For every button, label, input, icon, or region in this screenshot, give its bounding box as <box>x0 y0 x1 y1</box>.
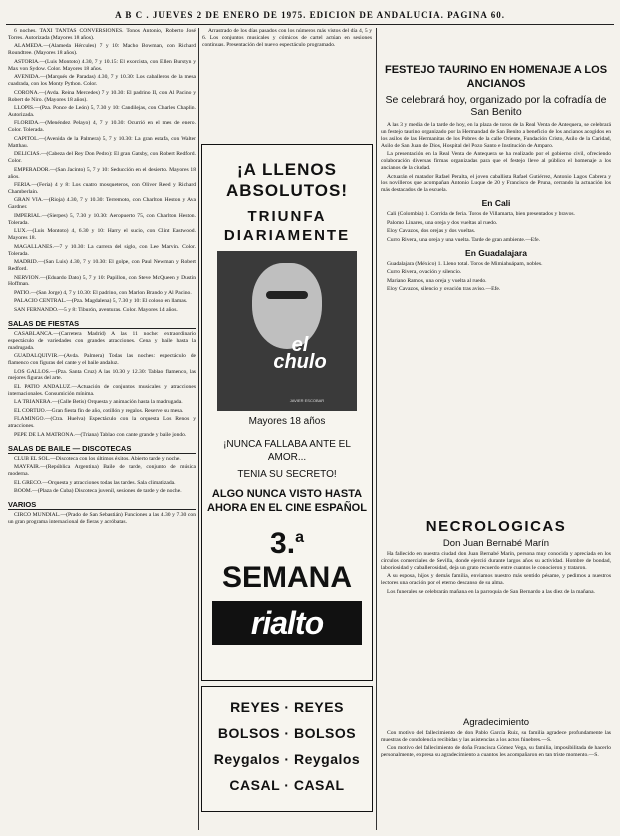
listing-entry: PATIO.—(San Jorge) 4, 7 y 10.30: El padrino, con Marlon Brando y Al Pacino. <box>14 289 192 296</box>
listing-entry: EL GRECO.—Orquesta y atracciones todas las tardes. Sala climatizada. <box>14 479 176 486</box>
ad-tagline-2: AMOR... <box>267 452 307 463</box>
listing-entry: LA TRIANERA.—(Calle Betis) Orquesta y animación hasta la madrugada. <box>14 399 183 406</box>
listing-entry: CAPITOL.—(Avenida de la Palmera) 5, 7 y 10.30: La gran estafa, con Walter Matthau. <box>8 135 196 149</box>
ad-week-word: SEMANA <box>221 561 352 594</box>
poster-title: el chulo <box>273 334 327 373</box>
varios-listings <box>8 512 196 526</box>
section-varios: VARIOS <box>8 500 196 510</box>
article-paragraph: Actuarán el matador Rafael Peralta, el joven caballista Rafael Gutiérrez, Antonio Lagos Cabrera y los novilleros que acompañan Antonio Luque de 20 y Francisco de Pruna, cerrando la actuación los más destacados de la escuela. <box>381 173 611 194</box>
article-paragraph: Con motivo del fallecimiento de doña Francisca Gómez Vega, su familia, imposibilitada de hacerlo personalmente, expresa su agradecimiento a cuantos les acompañaron en tan triste momento.—S. <box>381 745 611 759</box>
article-paragraph: Mariano Ramos, una oreja y vuelta al ruedo. <box>387 277 487 284</box>
page-header: A B C . JUEVES 2 DE ENERO DE 1975. EDICION DE ANDALUCIA. PAGINA 60. <box>115 10 505 20</box>
ad-rating: Mayores 18 años <box>248 416 326 427</box>
article-paragraph: Eloy Cavazos, dos orejas y dos vueltas. <box>387 228 476 235</box>
baile-listings <box>8 456 196 495</box>
article-paragraph: Cali (Colombia) 1. Corrida de feria. Toros de Villamarta, bien presentados y bravos. <box>387 211 575 218</box>
ad-line-2: ABSOLUTOS! <box>225 181 349 200</box>
listing-entry: BOOM.—(Plaza de Cuba) Discoteca juvenil, sesiones de tarde y de noche. <box>14 488 182 495</box>
bullfight-body <box>381 122 611 194</box>
listing-entry: DELICIAS.—(Cabeza del Rey Don Pedro): El gran Gatsby, con Robert Redford. Color. <box>8 151 196 165</box>
listing-entry: CIRCO MUNDIAL.—(Prado de San Sebastián) Funciones a las 4.30 y 7.30 con un gran programa internacional de fieras y acróbatas. <box>8 511 196 525</box>
listing-entry: ALAMEDA.—(Alameda Hércules) 7 y 10: Macho Bowman, con Richard Roundtree. (Mayores 18 años). <box>8 43 196 57</box>
listing-entry: LLOPIS.—(Pza. Ponce de León) 5, 7.30 y 10: Candilejas, con Charles Chaplin. Autorizada. <box>8 105 196 118</box>
listing-entry: CLUB EL SOL.—Discoteca con los últimos éxitos. Abierto tarde y noche. <box>14 455 181 462</box>
cinema-logo: rialto <box>212 601 362 645</box>
article-paragraph: Los funerales se celebrarán mañana en la parroquia de San Bernardo a las diez de la mañana. <box>387 588 595 595</box>
bullfight-article <box>381 122 611 516</box>
ad-week-number: 3. <box>270 527 296 560</box>
ad-line-4: DIARIAMENTE <box>223 227 351 244</box>
ad-week-ordinal: a <box>295 529 304 546</box>
poster-credits: JAVIER ESCOBAR <box>289 398 325 403</box>
listing-entry: EL CORTIJO.—Gran fiesta fin de año, cotillón y regalos. Reserve su mesa. <box>14 407 184 414</box>
article-paragraph: Curro Rivera, ovación y silencio. <box>387 269 462 276</box>
listing-entry: FLORIDA.—(Menéndez Pelayo) 4, 7 y 10.30: Ocurrió en el mes de enero. Color. Tolerada. <box>8 120 196 134</box>
listing-entry: FERIA.—(Feria) 4 y 8: Los cuatro mosqueteros, con Oliver Reed y Richard Chamberlain. <box>8 182 196 195</box>
listing-entry: GRAN VIA.—(Rioja) 4.30, 7 y 10.30: Terremoto, con Charlton Heston y Ava Gardner. <box>8 197 196 211</box>
shop-line-2: BOLSOS · BOLSOS <box>217 725 357 741</box>
listing-entry: PALACIO CENTRAL.—(Pza. Magdalena) 5, 7.30 y 10: El coloso en llamas. <box>14 298 188 305</box>
listing-entry: NERVION.—(Eduardo Dato) 5, 7 y 10: Papillon, con Steve McQueen y Dustin Hoffman. <box>8 274 196 288</box>
listing-entry: CORONA.—(Avda. Reina Mercedes) 7 y 10.30: El padrino II, con Al Pacino y Robert de Niro. (Mayores 18 años). <box>8 89 196 103</box>
listing-entry: LUX.—(Luis Montoto) 4, 6.30 y 10: Harry el sucio, con Clint Eastwood. Mayores 18. <box>8 228 196 242</box>
listing-entry: MAGALLANES.—7 y 10.30: La carrera del siglo, con Lee Marvin. Color. Tolerada. <box>8 243 196 257</box>
article-paragraph: Guadalajara (México) 1. Lleno total. Toros de Mimiahuápam, nobles. <box>387 260 543 267</box>
bullfight-headline: FESTEJO TAURINO EN HOMENAJE A LOS ANCIANOS <box>384 64 608 90</box>
listing-entry: 6 noches. TAXI TANTAS CONVERSIONES. Tonos Antonio, Roberto José Torres. Autorizada (Mayores 18 años). <box>8 28 196 41</box>
ad-tagline-4: ALGO NUNCA VISTO HASTA <box>211 488 363 500</box>
listing-entry: IMPERIAL.—(Sierpes) 5, 7.30 y 10.30: Aeropuerto 75, con Charlton Heston. Tolerada. <box>8 212 196 226</box>
shop-line-4: CASAL · CASAL <box>229 777 345 793</box>
guadalajara-body <box>381 261 611 293</box>
listing-entry: ASTORIA.—(Luis Montoto) 4.30, 7 y 10.15: El exorcista, con Ellen Burstyn y Max von Sydow. Color. Mayores 18 años. <box>8 58 196 72</box>
article-paragraph: Curro Rivera, una oreja y una vuelta. Tarde de gran ambiente.—Efe. <box>387 236 540 243</box>
section-salas-baile: SALAS DE BAILE — DISCOTECAS <box>8 444 196 454</box>
column-divider-left <box>198 28 199 830</box>
article-paragraph: Eloy Cavazos, silencio y ovación tras aviso.—Efe. <box>387 286 501 293</box>
listing-entry: MAYFAIR.—(República Argentina) Baile de tarde, conjunto de música moderna. <box>8 464 196 478</box>
cinema-listings <box>8 28 196 314</box>
necrologicas-article <box>381 551 611 715</box>
ad-tagline-5: AHORA EN EL CINE ESPAÑOL <box>207 502 367 514</box>
agradecimiento-title: Agradecimiento <box>462 717 529 728</box>
ad-tagline-1: ¡NUNCA FALLABA ANTE EL <box>223 439 351 450</box>
cinema-advertisement <box>201 144 373 681</box>
agradecimiento-article <box>381 730 611 830</box>
ad-line-1: ¡A LLENOS <box>237 160 337 179</box>
movie-poster <box>217 251 357 411</box>
article-paragraph: Con motivo del fallecimiento de don Pablo García Ruiz, su familia agradece profundamente las muestras de condolencia recibidas y las asistencias a los actos fúnebres.—S. <box>381 730 611 743</box>
listing-entry: GUADALQUIVIR.—(Avda. Palmera) Todas las noches: espectáculo de flamenco con figuras del cante y el baile andaluz. <box>8 353 196 367</box>
article-paragraph: Ha fallecido en nuestra ciudad don Juan Bernabé Marín, persona muy conocida y apreciada en los círculos comerciales de Sevilla, donde ejerció durante largos años su actividad. Hombre de bondad, laboriosidad y caballerosidad, deja un grato recuerdo entre cuantos le conocieron y trataron. <box>381 551 611 571</box>
listing-entry: AVENIDA.—(Marqués de Paradas) 4.30, 7 y 10.30: Los caballeros de la mesa cuadrada, con los Monty Python. Color. <box>8 74 196 88</box>
salas-listings <box>8 331 196 439</box>
section-salas-fiestas: SALAS DE FIESTAS <box>8 319 196 329</box>
necrologicas-body <box>381 551 611 596</box>
ad-line-3: TRIUNFA <box>247 208 327 225</box>
heading-guadalajara: En Guadalajara <box>465 247 527 258</box>
bullfight-subtitle: Se celebrará hoy, organizado por la cofradía de San Benito <box>385 94 607 118</box>
middle-top-text <box>202 28 372 136</box>
article-paragraph: A las 3 y media de la tarde de hoy, en la plaza de toros de la Real Venta de Antequera, se celebrará un festejo taurino organizado por la Hermandad de San Benito a beneficio de los ancianos acogidos en los asilos de las Hermanitas de los Pobres de la calle Oriente, Fundación Cristo, Asilo de la Caridad, Asilo de San Juan de Dios, Hospital del Pozo Santo e Institución de Amparo. <box>381 122 611 149</box>
listings-column <box>8 28 196 830</box>
shop-line-1: REYES · REYES <box>230 699 344 715</box>
listing-entry: PEPE DE LA MATRONA.—(Triana) Tablao con cante grande y baile jondo. <box>14 431 187 438</box>
article-paragraph: A su esposa, hijos y demás familia, enviamos nuestro más sentido pésame, y pedimos a nuestros lectores una oración por el eterno descanso de su alma. <box>381 573 611 587</box>
cali-body <box>381 211 611 243</box>
listing-entry: CASABLANCA.—(Carretera Madrid) A las 11 noche: extraordinario espectáculo de variedades con grandes atracciones. Cena y baile hasta la madrugada. <box>8 330 196 351</box>
listing-entry: FLAMINGO.—(Ctra. Huelva) Espectáculo con la orquesta Los Renos y atracciones. <box>8 416 196 430</box>
necrologicas-name: Don Juan Bernabé Marín <box>442 538 550 549</box>
column-divider-right <box>376 28 377 830</box>
middle-top-paragraph: Arrastrado de los días pasados con los números más vistos del día 4, 5 y 6. Los conjuntos musicales y cómicos de cartel actúan en sesiones continuas. Presentación del nuevo espectáculo programado. <box>202 28 372 48</box>
article-paragraph: La presentación en la Real Venta de Antequera se ha realizado por el gobierno civil, ofreciendo colaboración diversas firmas organizadas para que el festejo lleve al público el homenaje a los ancianos de la ciudad. <box>381 151 611 172</box>
heading-cali: En Cali <box>481 198 511 209</box>
listing-entry: LOS GALLOS.—(Pza. Santa Cruz) A las 10.30 y 12.30: Tablao flamenco, las mejores figuras del arte. <box>8 368 196 382</box>
listing-entry: EMPERADOR.—(San Jacinto) 5, 7 y 10: Seducción en el desierto. Mayores 18 años. <box>8 166 196 180</box>
shop-line-3: Reygalos · Reygalos <box>213 751 361 767</box>
necrologicas-title: NECROLOGICAS <box>425 518 567 535</box>
listing-entry: MADRID.—(San Luis) 4.30, 7 y 10.30: El golpe, con Paul Newman y Robert Redford. <box>8 259 196 272</box>
shop-advertisement <box>201 686 373 812</box>
article-paragraph: Palomo Linares, una oreja y dos vueltas al ruedo. <box>387 219 498 226</box>
ad-week <box>202 521 372 595</box>
listing-entry: SAN FERNANDO.—5 y 8: Tiburón, aventuras. Color. Mayores 14 años. <box>14 306 178 313</box>
listing-entry: EL PATIO ANDALUZ.—Actuación de conjuntos musicales y atracciones internacionales. Consumición mínima. <box>8 383 196 397</box>
ad-tagline-3: TENIA SU SECRETO! <box>237 469 337 480</box>
agradecimiento-body <box>381 730 611 759</box>
header-rule <box>6 24 614 25</box>
